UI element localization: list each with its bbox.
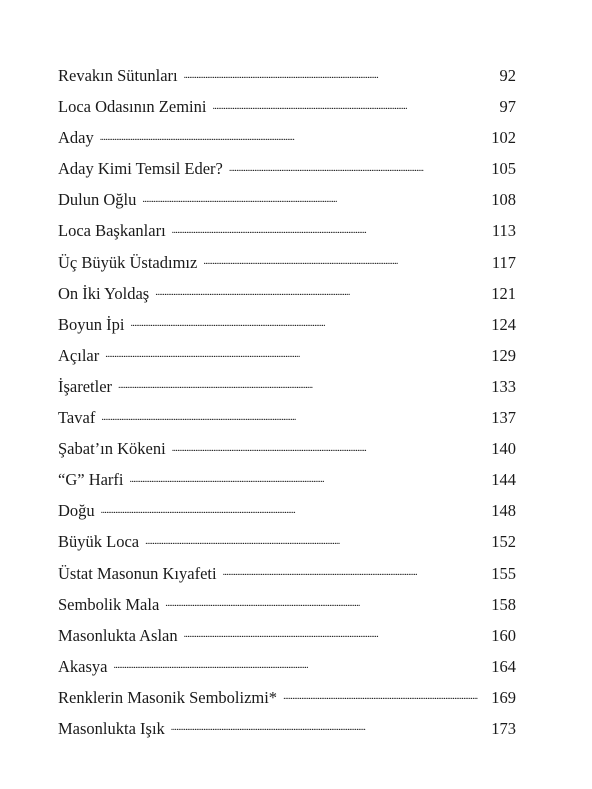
dot-leader <box>184 65 494 82</box>
dot-leader <box>172 220 486 237</box>
toc-entry-title: Sembolik Mala <box>58 594 160 614</box>
toc-entry <box>58 371 516 402</box>
toc-entry-page-number: 121 <box>491 283 516 303</box>
toc-entry-title: “G” Harfi <box>58 470 124 490</box>
toc-entry-page-number: 108 <box>491 190 516 210</box>
toc-entry <box>58 91 516 122</box>
toc-entry-title: Masonlukta Aslan <box>58 625 178 645</box>
dot-leader <box>101 407 485 424</box>
toc-entry-title: On İki Yoldaş <box>58 283 150 303</box>
dot-leader <box>172 438 486 455</box>
toc-entry-title: Boyun İpi <box>58 314 125 334</box>
dot-leader <box>155 282 485 299</box>
dot-leader <box>142 189 485 206</box>
dot-leader <box>130 313 485 330</box>
toc-entry <box>58 651 516 682</box>
toc-entry-title: Revakın Sütunları <box>58 66 178 85</box>
dot-leader <box>229 158 485 175</box>
toc-entry-title: Büyük Loca <box>58 532 140 552</box>
toc-entry <box>58 620 516 651</box>
toc-entry <box>58 464 516 495</box>
toc-entry-page-number: 97 <box>499 97 516 117</box>
toc-entry-title: Doğu <box>58 501 95 521</box>
toc-entry-page-number: 129 <box>491 345 516 365</box>
toc-entry <box>58 247 516 278</box>
toc-entry-page-number: 160 <box>491 625 516 645</box>
toc-entry <box>58 184 516 215</box>
toc-entry-page-number: 148 <box>491 501 516 521</box>
toc-entry-page-number: 105 <box>491 159 516 179</box>
toc-entry <box>58 589 516 620</box>
dot-leader <box>212 96 493 113</box>
toc-entry-title: Açılar <box>58 345 100 365</box>
toc-entry-title: Masonlukta Işık <box>58 718 165 738</box>
toc-entry <box>58 713 516 744</box>
toc-entry-title: Aday Kimi Temsil Eder? <box>58 159 223 179</box>
toc-entry-title: Aday <box>58 128 94 148</box>
toc-entry-title: Dulun Oğlu <box>58 190 137 210</box>
toc-entry-page-number: 137 <box>491 408 516 428</box>
dot-leader <box>105 344 485 361</box>
toc-entry-page-number: 158 <box>491 594 516 614</box>
dot-leader <box>184 624 486 641</box>
toc-entry-title: Akasya <box>58 656 108 676</box>
toc-entry <box>58 340 516 371</box>
toc-entry <box>58 526 516 557</box>
toc-entry-title: Tavaf <box>58 408 96 428</box>
toc-entry-page-number: 169 <box>491 687 516 707</box>
dot-leader <box>223 562 486 579</box>
toc-entry-title: Üstat Masonun Kıyafeti <box>58 563 217 583</box>
toc-entry-page-number: 92 <box>499 66 516 85</box>
toc-entry-page-number: 133 <box>491 376 516 396</box>
dot-leader <box>113 655 485 672</box>
toc-entry <box>58 558 516 589</box>
toc-entry <box>58 433 516 464</box>
toc-entry-title: Loca Başkanları <box>58 221 166 241</box>
toc-entry-title: Loca Odasının Zemini <box>58 97 207 117</box>
dot-leader <box>100 127 486 144</box>
dot-leader <box>118 375 485 392</box>
toc-entry <box>58 402 516 433</box>
toc-entry-page-number: 152 <box>491 532 516 552</box>
toc-entry-page-number: 164 <box>491 656 516 676</box>
toc-entry-page-number: 144 <box>491 470 516 490</box>
toc-entry-page-number: 155 <box>491 563 516 583</box>
toc-entry-page-number: 113 <box>491 221 516 241</box>
dot-leader <box>130 469 486 486</box>
toc-entry-title: İşaretler <box>58 376 113 396</box>
toc-entry <box>58 278 516 309</box>
toc-entry <box>58 153 516 184</box>
toc-entry-page-number: 173 <box>491 718 516 738</box>
toc-entry-page-number: 117 <box>491 252 516 272</box>
toc-entry-page-number: 102 <box>491 128 516 148</box>
table-of-contents <box>58 60 516 744</box>
dot-leader <box>203 251 486 268</box>
toc-entry-page-number: 124 <box>491 314 516 334</box>
toc-entry-title: Şabat’ın Kökeni <box>58 439 166 459</box>
toc-entry-title: Üç Büyük Üstadımız <box>58 252 198 272</box>
toc-entry <box>58 215 516 246</box>
dot-leader <box>101 500 486 517</box>
dot-leader <box>145 531 485 548</box>
dot-leader <box>171 717 485 734</box>
toc-entry <box>58 122 516 153</box>
toc-entry-title: Renklerin Masonik Sembolizmi* <box>58 687 278 707</box>
toc-entry <box>58 309 516 340</box>
toc-entry-page-number: 140 <box>491 439 516 459</box>
toc-entry <box>58 495 516 526</box>
dot-leader <box>283 686 485 703</box>
toc-entry <box>58 60 516 91</box>
dot-leader <box>165 593 485 610</box>
toc-entry <box>58 682 516 713</box>
